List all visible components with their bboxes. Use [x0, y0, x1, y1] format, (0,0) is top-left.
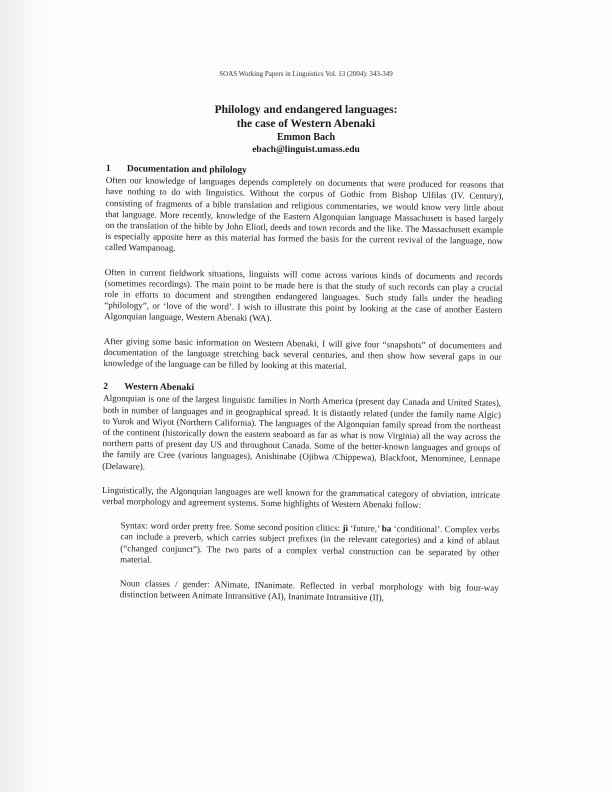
section-1-number: 1: [105, 164, 111, 175]
section-1-title: Documentation and philology: [126, 164, 247, 176]
section-1-paragraph-2: Often in current fieldwork situations, linguists will come across various kinds of documents and records (sometimes recordings). The main point to be made here is that the study of such records can play a crucial role in efforts to document and strengthen endangered languages. Such study falls under the heading “philology”, or ‘love of the word’. I wish to illustrate this point by looking at the case of another Eastern Algonquian language, Western Abenaki (WA).: [104, 266, 503, 324]
section-2-paragraph-2: Linguistically, the Algonquian languages are well known for the grammatical category of obviation, intricate verbal morphology and agreement systems. Some highlights of Western Abenaki follow:: [101, 484, 501, 510]
section-2-number: 2: [103, 382, 109, 393]
paper-title-line1: Philology and endangered languages:: [214, 104, 398, 116]
body-text: [101, 164, 504, 605]
author-email: ebach@linguist.umass.edu: [252, 145, 360, 155]
syntax-text-b: ‘future,’: [347, 523, 382, 534]
clitic-ji: ji: [342, 523, 349, 534]
syntax-text-c: ‘conditional’. Complex verbs can include a preverb, which carries subject prefixes (in the relevant categories) and a kind of ablaut (“changed conjunct”). The two parts of a complex verbal construction can be separated by other material.: [120, 523, 500, 565]
paper-title-line2: the case of Western Abenaki: [236, 118, 376, 130]
author-name: Emmon Bach: [276, 132, 336, 143]
syntax-text-a: Syntax: word order pretty free. Some second position clitics:: [120, 520, 343, 534]
section-2-paragraph-1: Algonquian is one of the largest linguistic families in North America (present day Canada and United States), both in number of languages and in geographical spread. It is distantly related (under the family name Algic) to Yurok and Wiyot (Northern California). The languages of the Algonquian family spread from the northeast of the continent (historically down the eastern seaboard as far as what is now Virginia) all the way across the northern parts of present day US and throughout Canada. Some of the better-known languages and groups of the family are Cree (various languages), Anishinabe (Ojibwa /Chippewa), Blackfoot, Menominee, Lennape (Delaware).: [102, 393, 502, 472]
running-header: SOAS Working Papers in Linguistics Vol. 13 (2004): 343-349: [219, 70, 393, 78]
title-block: [0, 103, 612, 156]
section-1-paragraph-3: After giving some basic information on Western Abenaki, I will give four “snapshots” of documenters and documentation of the language stretching back several centuries, and then show how several gaps in our knowledge of the language can be filled by looking at this material.: [103, 335, 502, 371]
clitic-ba: ba: [381, 523, 392, 534]
section-2-title: Western Abenaki: [124, 382, 195, 394]
syntax-paragraph: [120, 520, 500, 569]
noun-classes-paragraph: Noun classes / gender: ANimate, INanimate. Reflected in verbal morphology with big four-way distinction between Animate Intransitive (AI), Inanimate Intransitive (II),: [119, 578, 499, 603]
section-1-paragraph-1: Often our knowledge of languages depends completely on documents that were produced for reasons that have nothing to do with linguistics. Without the corpus of Gothic from Bishop Ulfilas (IV. Century), consisting of fragments of a bible translation and religious commentaries, we would know very little about that language. More recently, knowledge of the Eastern Algonquian language Massachusett is based largely on the translation of the bible by John Eliotl, deeds and town records and the like. The Massachusett example is especially apposite here as this material has formed the basis for the current revival of the language, now called Wampanoag.: [104, 175, 504, 254]
